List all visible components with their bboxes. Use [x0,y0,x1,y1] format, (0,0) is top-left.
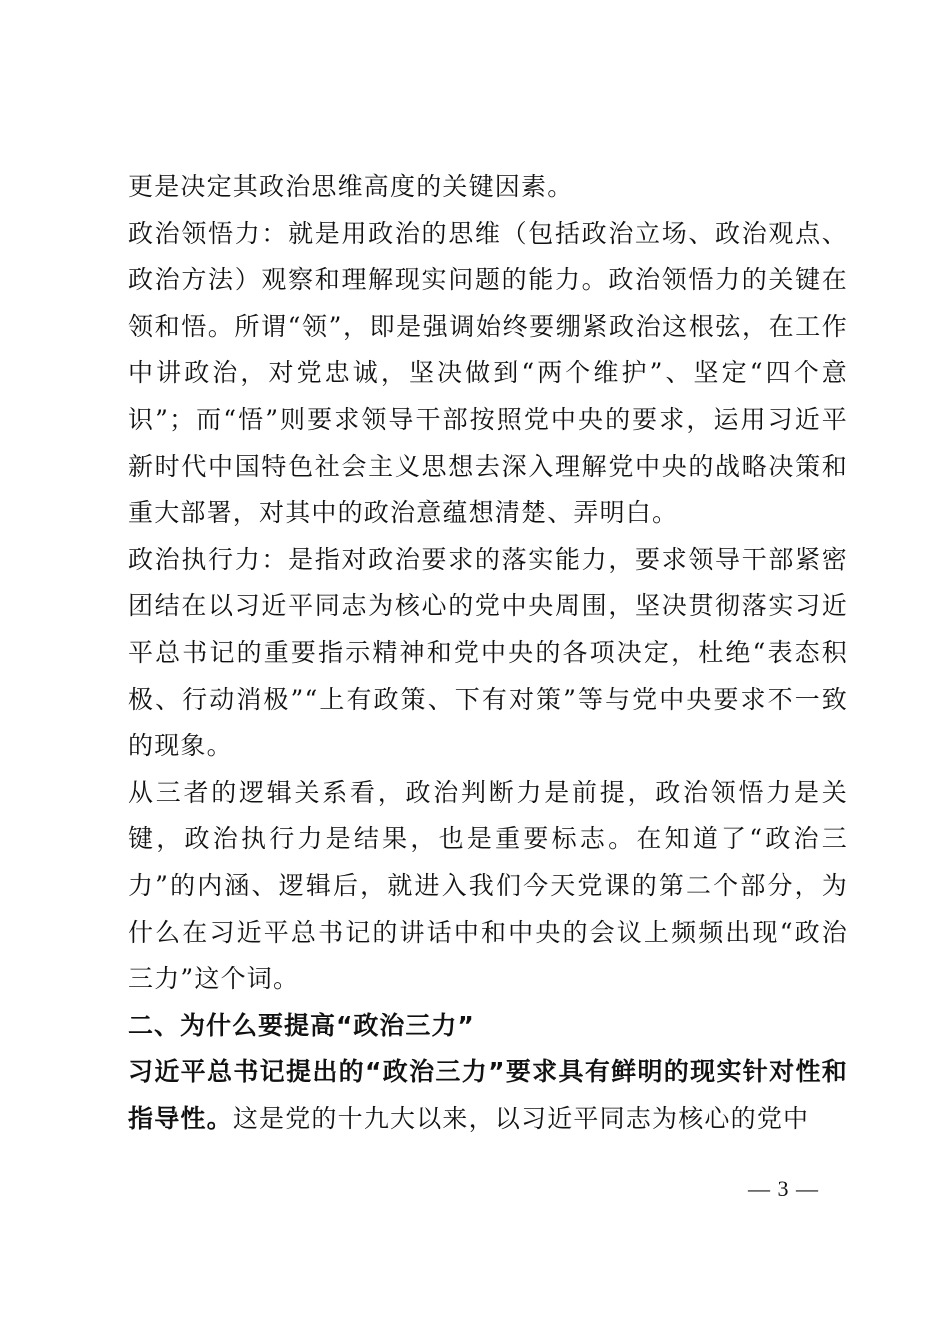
section-heading: 二、为什么要提高“政治三力” [128,1010,475,1040]
paragraph-bold-lead: 习近平总书记提出的“政治三力”要求具有鲜明的现实针对性和指导性。 [128,1057,848,1133]
page-number: — 3 — [748,1176,819,1201]
paragraph-political-execution: 政治执行力：是指对政治要求的落实能力，要求领导干部紧密团结在以习近平同志为核心的党中央周围，坚决贯彻落实习近平总书记的重要指示精神和党中央的各项决定，杜绝“表态积极、行动消极”“上有政策、下有对策”等与党中央要求不一致的现象。 [128,544,848,761]
paragraph-continuation: 更是决定其政治思维高度的关键因素。 [128,172,574,201]
paragraph-why-improve [128,1049,848,1142]
paragraph-logical-relation: 从三者的逻辑关系看，政治判断力是前提，政治领悟力是关键，政治执行力是结果，也是重要标志。在知道了“政治三力”的内涵、逻辑后，就进入我们今天党课的第二个部分，为什么在习近平总书记的讲话中和中央的会议上频频出现“政治三力”这个词。 [128,777,848,994]
document-body [128,164,848,1142]
paragraph-political-comprehension: 政治领悟力：就是用政治的思维（包括政治立场、政治观点、政治方法）观察和理解现实问题的能力。政治领悟力的关键在领和悟。所谓“领”，即是强调始终要绷紧政治这根弦，在工作中讲政治，对党忠诚，坚决做到“两个维护”、坚定“四个意识”；而“悟”则要求领导干部按照党中央的要求，运用习近平新时代中国特色社会主义思想去深入理解党中央的战略决策和重大部署，对其中的政治意蕴想清楚、弄明白。 [128,218,848,528]
paragraph-rest: 这是党的十九大以来，以习近平同志为核心的党中 [232,1103,810,1133]
